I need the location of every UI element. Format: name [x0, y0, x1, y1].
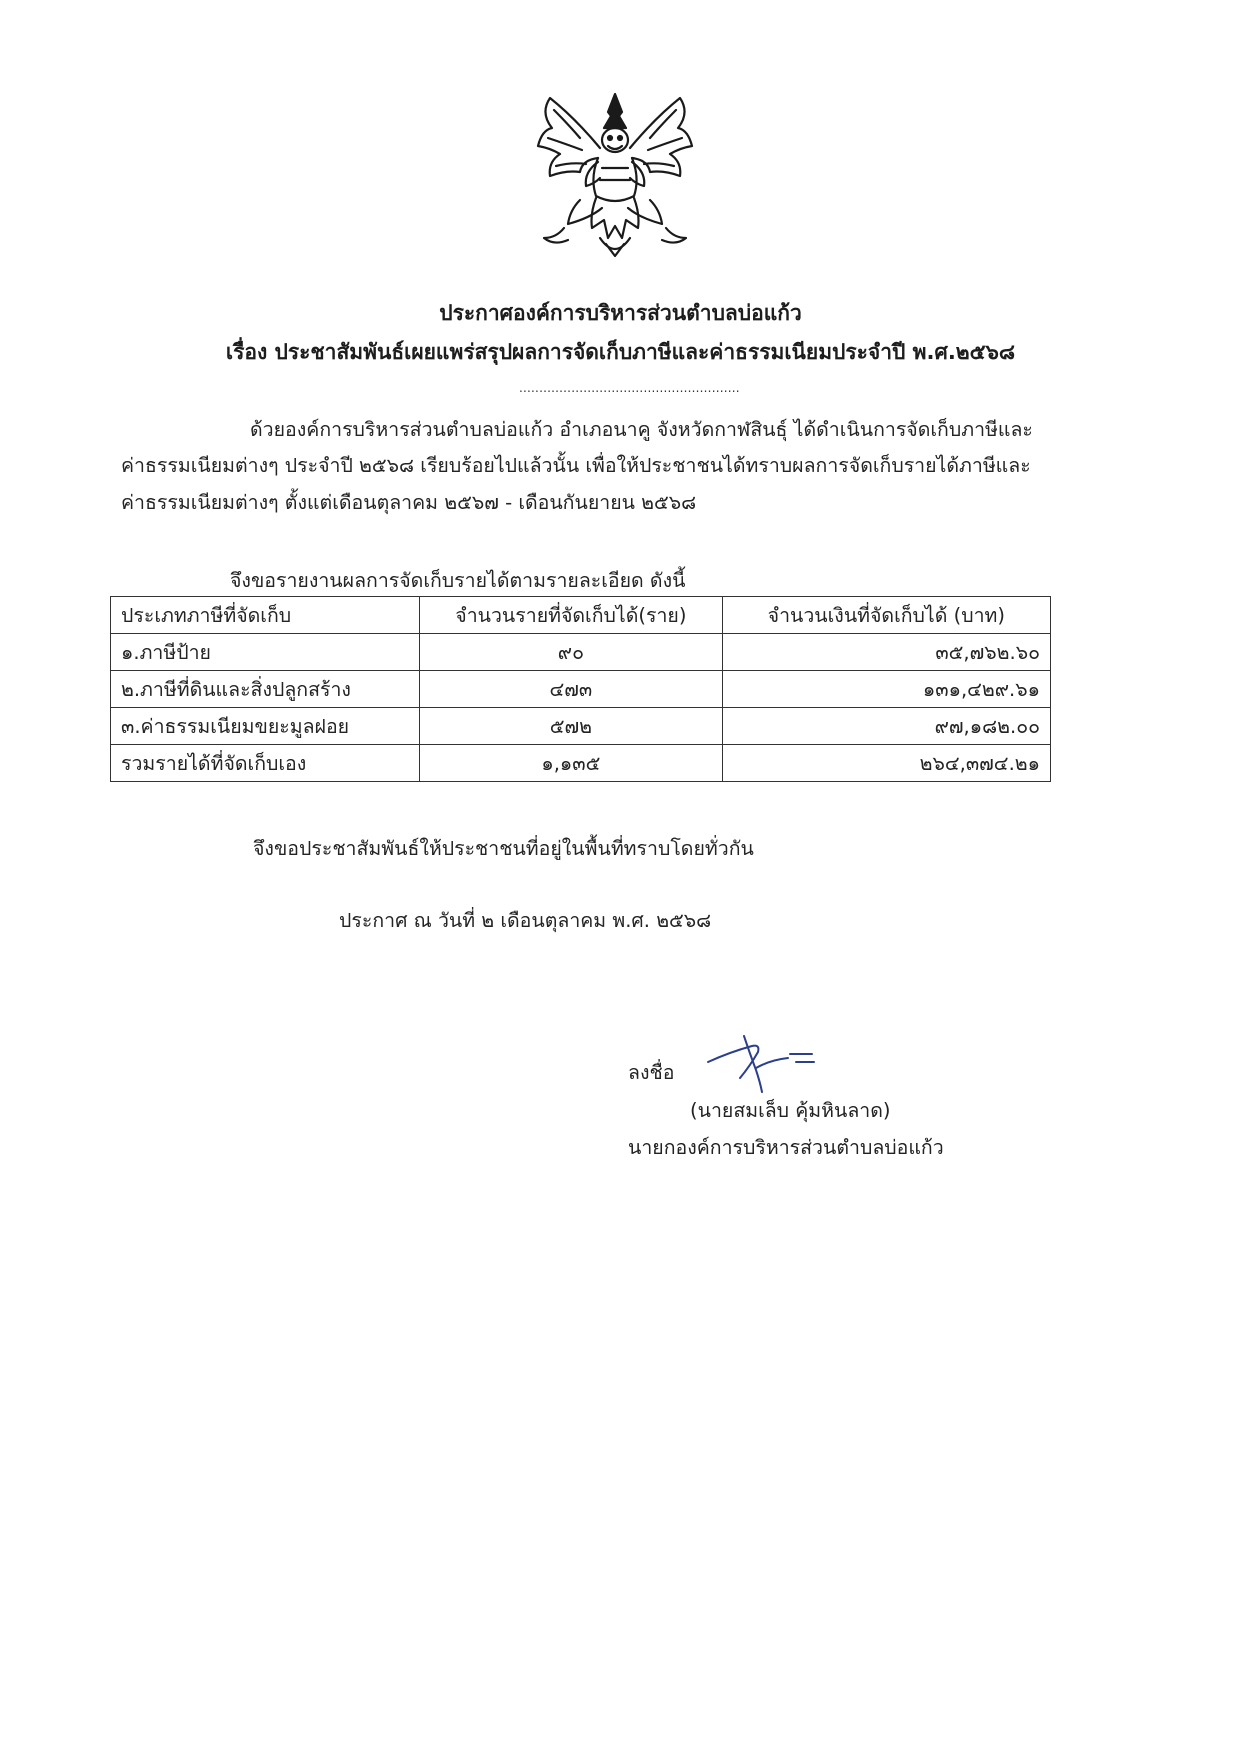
header-count: จำนวนรายที่จัดเก็บได้(ราย)	[420, 597, 723, 634]
signer-position: นายกองค์การบริหารส่วนตำบลบ่อแก้ว	[628, 1136, 944, 1159]
tax-type-cell: ๑.ภาษีป้าย	[111, 634, 420, 671]
body-paragraph-line-2: ค่าธรรมเนียมต่างๆ ประจำปี ๒๕๖๘ เรียบร้อยไปแล้วนั้น เพื่อให้ประชาชนได้ทราบผลการจัดเก็บรายได้ภาษีและ	[121, 454, 1031, 477]
count-cell: ๕๗๒	[420, 708, 723, 745]
table-total-row	[111, 745, 1051, 782]
amount-cell: ๓๕,๗๖๒.๖๐	[722, 634, 1050, 671]
closing-statement: จึงขอประชาสัมพันธ์ให้ประชาชนที่อยู่ในพื้นที่ทราบโดยทั่วกัน	[253, 837, 754, 860]
document-title: ประกาศองค์การบริหารส่วนตำบลบ่อแก้ว	[439, 301, 802, 325]
header-amount: จำนวนเงินที่จัดเก็บได้ (บาท)	[722, 597, 1050, 634]
total-amount-cell: ๒๖๔,๓๗๔.๒๑	[722, 745, 1050, 782]
body-paragraph-line-1: ด้วยองค์การบริหารส่วนตำบลบ่อแก้ว อำเภอนาคู จังหวัดกาฬสินธุ์ ได้ดำเนินการจัดเก็บภาษีและ	[250, 418, 1033, 441]
signer-name: (นายสมเล็บ คุ้มหินลาด)	[690, 1099, 891, 1122]
separator-line: .......................................................	[519, 383, 740, 393]
header-tax-type: ประเภทภาษีที่จัดเก็บ	[111, 597, 420, 634]
document-subject: เรื่อง ประชาสัมพันธ์เผยแพร่สรุปผลการจัดเก็บภาษีและค่าธรรมเนียมประจำปี พ.ศ.๒๕๖๘	[225, 340, 1016, 364]
count-cell: ๙๐	[420, 634, 723, 671]
count-cell: ๔๗๓	[420, 671, 723, 708]
amount-cell: ๙๗,๑๘๒.๐๐	[722, 708, 1050, 745]
table-intro: จึงขอรายงานผลการจัดเก็บรายได้ตามรายละเอียด ดังนี้	[230, 569, 686, 592]
tax-type-cell: ๓.ค่าธรรมเนียมขยะมูลฝอย	[111, 708, 420, 745]
amount-cell: ๑๓๑,๔๒๙.๖๑	[722, 671, 1050, 708]
total-label-cell: รวมรายได้ที่จัดเก็บเอง	[111, 745, 420, 782]
announcement-date: ประกาศ ณ วันที่ ๒ เดือนตุลาคม พ.ศ. ๒๕๖๘	[339, 909, 712, 932]
signature-label: ลงชื่อ	[628, 1061, 675, 1084]
body-paragraph-line-3: ค่าธรรมเนียมต่างๆ ตั้งแต่เดือนตุลาคม ๒๕๖๗ - เดือนกันยายน ๒๕๖๘	[121, 491, 697, 514]
total-count-cell: ๑,๑๓๕	[420, 745, 723, 782]
handwritten-signature-icon	[700, 1032, 825, 1097]
table-row	[111, 708, 1051, 745]
table-row	[111, 671, 1051, 708]
tax-type-cell: ๒.ภาษีที่ดินและสิ่งปลูกสร้าง	[111, 671, 420, 708]
garuda-emblem-icon	[520, 88, 710, 263]
table-header-row	[111, 597, 1051, 634]
table-row	[111, 634, 1051, 671]
revenue-table	[110, 596, 1051, 782]
